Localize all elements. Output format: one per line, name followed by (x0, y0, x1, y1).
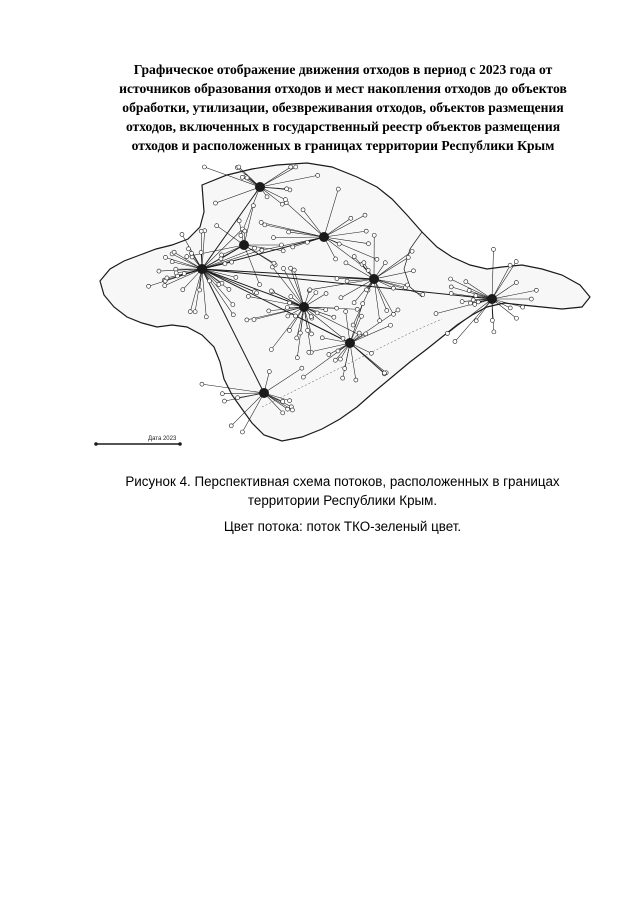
source-point (315, 311, 319, 315)
source-point (198, 288, 202, 292)
source-point (337, 242, 341, 246)
source-point (295, 356, 299, 360)
source-point (514, 316, 518, 320)
source-point (271, 236, 275, 240)
source-point (253, 246, 257, 250)
source-point (288, 301, 292, 305)
source-point (281, 411, 285, 415)
source-point (172, 250, 176, 254)
source-point (360, 314, 364, 318)
source-point (474, 294, 478, 298)
crimea-flow-map (92, 157, 592, 450)
source-point (258, 283, 262, 287)
source-point (199, 229, 203, 233)
scale-bar-end-icon (94, 442, 98, 446)
source-point (289, 295, 293, 299)
document-title: Графическое отображение движения отходов в период с 2023 года от источников образования отходов и мест накопления отходов до объектов обработки, утилизации, обезвреживания отходов, объектов размещения отходов, включенных в государственный реестр объектов размещения отходов и расположенных в границах территории Республики Крым (119, 62, 567, 153)
source-point (259, 220, 263, 224)
source-point (324, 308, 328, 312)
hub-node (345, 338, 355, 348)
source-point (514, 281, 518, 285)
source-point (234, 275, 238, 279)
source-point (490, 318, 494, 322)
source-point (309, 332, 313, 336)
source-point (336, 349, 340, 353)
hub-node (487, 294, 497, 304)
source-point (240, 430, 244, 434)
source-point (385, 309, 389, 313)
source-point (508, 306, 512, 310)
source-point (464, 280, 468, 284)
source-point (474, 319, 478, 323)
source-point (365, 288, 369, 292)
source-point (245, 318, 249, 322)
source-point (361, 302, 365, 306)
source-point (220, 392, 224, 396)
source-point (240, 175, 244, 179)
source-point (336, 187, 340, 191)
source-point (529, 297, 533, 301)
source-point (288, 399, 292, 403)
hub-node (255, 182, 265, 192)
source-point (237, 219, 241, 223)
source-point (246, 294, 250, 298)
source-point (222, 399, 226, 403)
source-point (453, 340, 457, 344)
source-point (193, 310, 197, 314)
source-point (281, 249, 285, 253)
source-point (492, 330, 496, 334)
source-point (383, 261, 387, 265)
source-point (165, 276, 169, 280)
source-point (260, 248, 264, 252)
source-point (357, 331, 361, 335)
source-point (293, 314, 297, 318)
source-point (449, 277, 453, 281)
source-point (286, 314, 290, 318)
source-point (190, 251, 194, 255)
source-point (333, 358, 337, 362)
source-point (163, 255, 167, 259)
source-point (286, 407, 290, 411)
hub-node (239, 240, 249, 250)
source-point (219, 257, 223, 261)
source-point (421, 293, 425, 297)
source-point (269, 289, 273, 293)
source-point (295, 336, 299, 340)
source-point (352, 255, 356, 259)
source-point (245, 176, 249, 180)
source-point (243, 229, 247, 233)
hub-node (299, 302, 309, 312)
source-point (351, 323, 355, 327)
source-point (199, 250, 203, 254)
source-point (396, 308, 400, 312)
source-point (335, 306, 339, 310)
source-point (180, 232, 184, 236)
source-point (181, 288, 185, 292)
source-point (307, 350, 311, 354)
source-point (280, 202, 284, 206)
source-point (279, 243, 283, 247)
source-point (534, 288, 538, 292)
source-point (362, 261, 366, 265)
source-point (229, 424, 233, 428)
source-point (185, 255, 189, 259)
source-point (339, 296, 343, 300)
source-point (344, 310, 348, 314)
scale-bar-end-icon (178, 442, 182, 446)
source-point (471, 298, 475, 302)
source-point (188, 310, 192, 314)
source-point (314, 291, 318, 295)
source-point (460, 300, 464, 304)
source-point (332, 315, 336, 319)
source-point (308, 288, 312, 292)
source-point (281, 266, 285, 270)
source-point (231, 313, 235, 317)
source-point (147, 284, 151, 288)
legend-label: Дата 2023 (148, 436, 177, 442)
hub-node (369, 274, 379, 284)
source-point (163, 284, 167, 288)
hub-node (259, 388, 269, 398)
source-point (287, 328, 291, 332)
source-point (324, 292, 328, 296)
source-point (292, 268, 296, 272)
source-point (369, 351, 373, 355)
source-point (305, 240, 309, 244)
source-point (355, 307, 359, 311)
source-point (434, 312, 438, 316)
source-point (334, 257, 338, 261)
source-point (290, 408, 294, 412)
source-point (263, 223, 267, 227)
source-point (514, 260, 518, 264)
source-point (239, 233, 243, 237)
source-point (391, 286, 395, 290)
source-point (157, 269, 161, 273)
source-point (204, 315, 208, 319)
source-point (372, 233, 376, 237)
source-point (300, 366, 304, 370)
source-point (449, 285, 453, 289)
source-point (449, 291, 453, 295)
source-point (476, 300, 480, 304)
source-point (223, 262, 227, 266)
source-point (344, 261, 348, 265)
source-point (320, 336, 324, 340)
source-point (170, 260, 174, 264)
source-point (349, 216, 353, 220)
source-point (521, 305, 525, 309)
hub-node (197, 264, 207, 274)
flow-color-note: Цвет потока: поток ТКО-зеленый цвет. (223, 519, 462, 534)
source-point (445, 331, 449, 335)
source-point (345, 279, 349, 283)
source-point (468, 301, 472, 305)
source-point (473, 302, 477, 306)
source-point (207, 279, 211, 283)
source-point (231, 303, 235, 307)
source-point (267, 309, 271, 313)
source-point (338, 357, 342, 361)
source-point (364, 229, 368, 233)
source-point (410, 249, 414, 253)
source-point (220, 253, 224, 257)
source-point (283, 198, 287, 202)
source-point (182, 272, 186, 276)
source-point (174, 271, 178, 275)
source-point (316, 173, 320, 177)
source-point (405, 283, 409, 287)
source-point (287, 230, 291, 234)
source-point (272, 261, 276, 265)
source-point (508, 263, 512, 267)
source-point (492, 247, 496, 251)
source-point (187, 247, 191, 251)
source-point (267, 370, 271, 374)
source-point (227, 287, 231, 291)
source-point (389, 323, 393, 327)
peninsula-outline (100, 163, 590, 441)
source-point (281, 399, 285, 403)
source-point (378, 319, 382, 323)
source-point (391, 312, 395, 316)
source-point (289, 165, 293, 169)
source-point (298, 331, 302, 335)
source-point (382, 371, 386, 375)
source-point (294, 165, 298, 169)
source-point (309, 315, 313, 319)
source-point (213, 201, 217, 205)
source-point (301, 375, 305, 379)
source-point (335, 277, 339, 281)
figure-caption: Рисунок 4. Перспективная схема потоков, расположенных в границах территории Республики Крым. (125, 474, 560, 508)
source-point (236, 396, 240, 400)
source-point (467, 288, 471, 292)
source-point (237, 165, 241, 169)
source-point (230, 260, 234, 264)
source-point (285, 306, 289, 310)
hub-node (319, 232, 329, 242)
source-point (252, 318, 256, 322)
source-point (291, 245, 295, 249)
source-point (363, 213, 367, 217)
source-point (251, 204, 255, 208)
source-point (269, 347, 273, 351)
source-point (190, 255, 194, 259)
source-point (411, 269, 415, 273)
source-point (215, 224, 219, 228)
source-point (366, 268, 370, 272)
source-point (265, 195, 269, 199)
source-point (341, 336, 345, 340)
source-point (341, 376, 345, 380)
source-point (366, 242, 370, 246)
source-point (200, 382, 204, 386)
source-point (217, 282, 221, 286)
source-point (343, 367, 347, 371)
source-point (306, 328, 310, 332)
source-point (301, 208, 305, 212)
source-point (202, 165, 206, 169)
source-point (364, 332, 368, 336)
source-point (375, 257, 379, 261)
source-point (354, 378, 358, 382)
source-point (352, 301, 356, 305)
source-point (285, 187, 289, 191)
source-point (327, 353, 331, 357)
source-point (406, 255, 410, 259)
source-point (255, 291, 259, 295)
